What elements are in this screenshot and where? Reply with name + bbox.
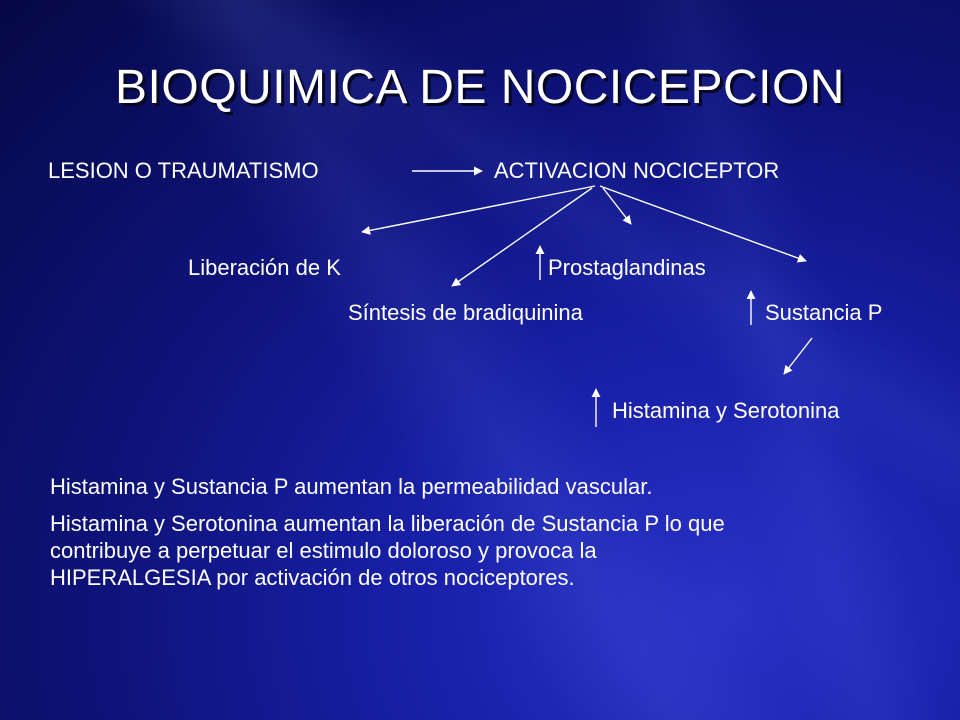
node-liberacion-k: Liberación de K xyxy=(188,255,341,280)
note-permeabilidad: Histamina y Sustancia P aumentan la permeabilidad vascular. xyxy=(50,474,653,499)
arrow-to-liberacion-k xyxy=(362,186,595,232)
node-histamina-serotonina: Histamina y Serotonina xyxy=(612,398,840,423)
arrow-to-bradiquinina xyxy=(452,188,592,286)
node-sustancia-p: Sustancia P xyxy=(765,300,883,325)
notes-block xyxy=(50,473,730,601)
node-lesion: LESION O TRAUMATISMO xyxy=(48,158,319,183)
node-activacion-nociceptor: ACTIVACION NOCICEPTOR xyxy=(494,158,780,183)
arrow-to-prostaglandinas xyxy=(603,188,631,224)
node-bradiquinina: Síntesis de bradiquinina xyxy=(348,300,583,325)
node-prostaglandinas: Prostaglandinas xyxy=(548,255,706,280)
arrow-sustancia-p-to-histamina xyxy=(784,338,812,374)
note-hiperalgesia: Histamina y Serotonina aumentan la liberación de Sustancia P lo que contribuye a perpetuar el estimulo doloroso y provoca la HIPERALGESIA por activación de otros nociceptores. xyxy=(50,511,725,590)
slide-title: BIOQUIMICA DE NOCICEPCION xyxy=(115,61,845,114)
